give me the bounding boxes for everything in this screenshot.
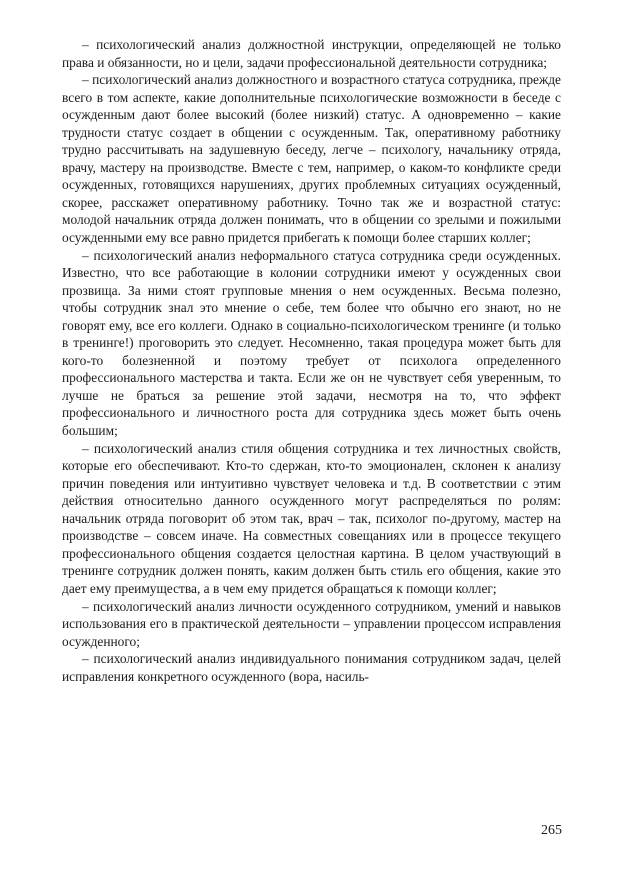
page-text	[62, 36, 561, 685]
page-number: 265	[541, 823, 562, 838]
paragraph-individual-understanding-analysis: – психологический анализ индивидуального понимания сотрудником задач, целей исправления конкретного осужденного (вора, насиль-	[62, 651, 561, 684]
paragraph-status-analysis: – психологический анализ должностного и возрастного статуса сотрудника, прежде всего в том аспекте, какие дополнительные психологические возможности в беседе с осужденным дают более высокий (более низкий) статус. А одновременно – какие трудности статус создает в общении с осужденным. Так, оперативному работнику трудно рассчитывать на задушевную беседу, легче – психологу, начальнику отряда, врачу, мастеру на производстве. Вместе с тем, например, о каком-то конфликте среди осужденных, готовящихся нарушениях, других проблемных ситуациях осужденный, скорее, расскажет оперативному работнику. Точно так же и возрастной статус: молодой начальник отряда должен понимать, что в общении со зрелыми и пожилыми осужденными ему все равно придется прибегать к помощи более старших коллег;	[62, 72, 561, 246]
paragraph-informal-status-analysis: – психологический анализ неформального статуса сотрудника среди осужденных. Известно, что все работающие в колонии сотрудники имеют у осужденных свои прозвища. За ними стоят групповые мнения о нем осужденных. Весьма полезно, чтобы сотрудник знал это мнение о себе, тем более что обычно его знают, но не говорят ему, все его коллеги. Однако в социально-психологическом тренинге (и только в тренинге!) проговорить это следует. Несомненно, такая процедура может быть для кого-то болезненной и поэтому требует от психолога определенного профессионального мастерства и такта. Если же он не чувствует себя уверенным, то лучше не браться за решение этой задачи, несмотря на то, что эффект профессионального и личностного роста для сотрудника здесь может быть очень большим;	[62, 247, 561, 439]
paragraph-communication-style-analysis: – психологический анализ стиля общения сотрудника и тех личностных свойств, которые его обеспечивают. Кто-то сдержан, кто-то эмоционален, склонен к анализу причин поведения или интуитивно чувствует человека и т.д. В соответствии с этим действия относительно данного осужденного могут распределяться по ролям: начальник отряда поговорит об этом так, врач – так, психолог по-другому, мастер на производстве – совсем иначе. На совместных совещаниях или в процессе текущего профессионального общения создается целостная картина. В целом участвующий в тренинге сотрудник должен понять, каким должен быть стиль его общения, какие это дает ему преимущества, а в чем ему придется обращаться к помощи коллег;	[62, 440, 561, 596]
paragraph-job-description-analysis: – психологический анализ должностной инструкции, определяющей не только права и обязанности, но и цели, задачи профессиональной деятельности сотрудника;	[62, 37, 561, 70]
paragraph-personality-analysis: – психологический анализ личности осужденного сотрудником, умений и навыков использования его в практической деятельности – управлении процессом исправления осужденного;	[62, 598, 561, 649]
